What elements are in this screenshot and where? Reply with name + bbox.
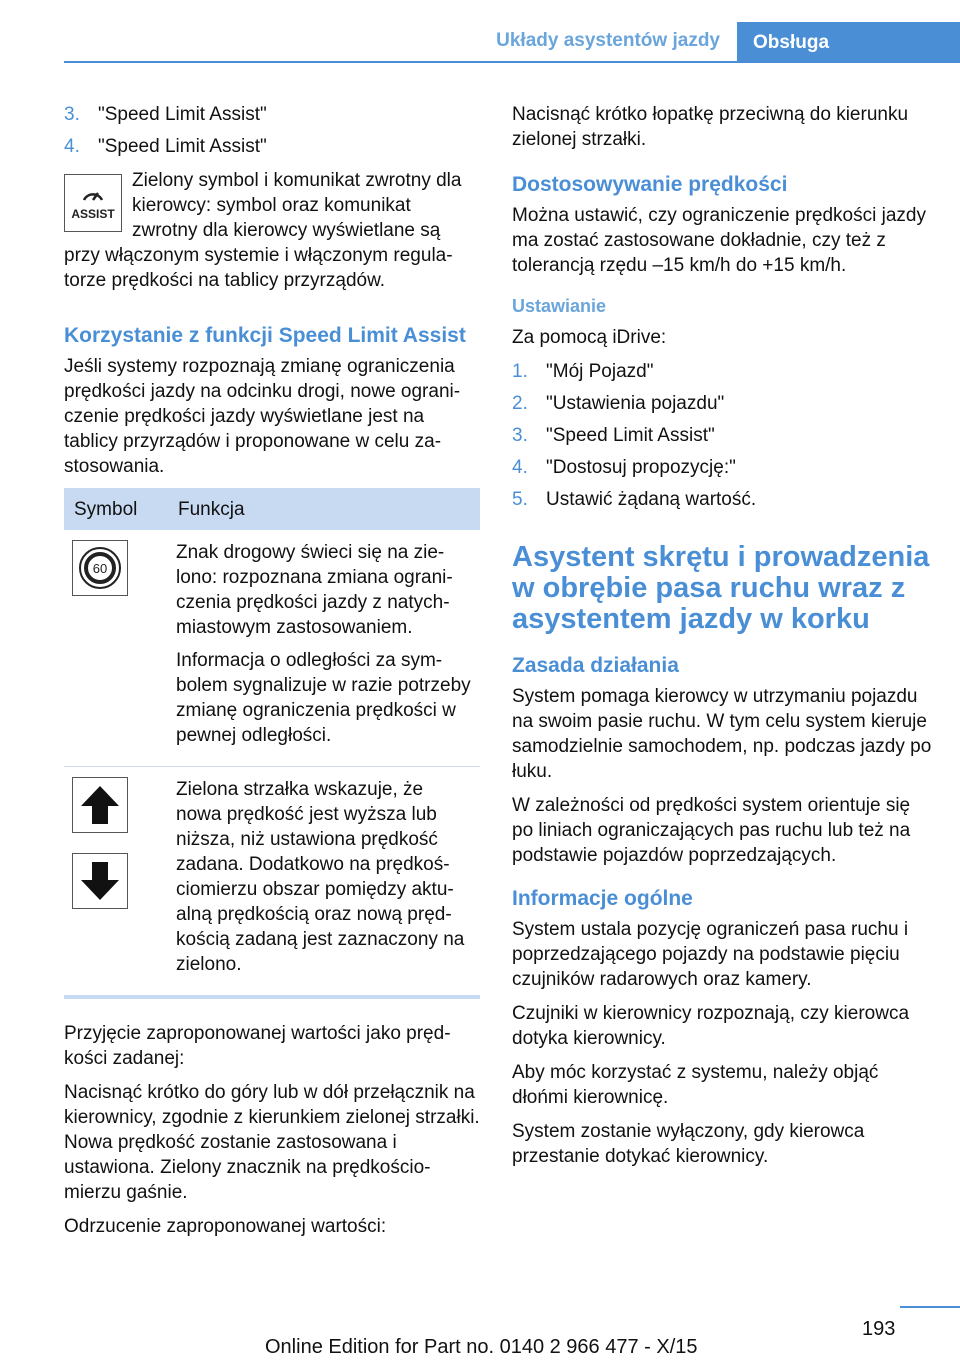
- list-item: [64, 102, 480, 127]
- heading-general-info: Informacje ogólne: [512, 887, 693, 910]
- speed-sign-value: 60: [92, 561, 108, 576]
- step-text: "Speed Limit Assist": [546, 425, 715, 446]
- step-number: 5.: [512, 489, 528, 510]
- accept-heading-text: Przyjęcie zaproponowanej wartości jako prędkości zadanej:: [64, 1023, 451, 1069]
- steps-list-a: [64, 102, 480, 159]
- arrow-up-icon: [72, 777, 128, 833]
- page-number: 193: [862, 1318, 896, 1340]
- step-text: "Speed Limit Assist": [98, 136, 267, 157]
- assist-icon-label: ASSIST: [71, 207, 115, 221]
- general-paragraph-3: Aby móc korzystać z systemu, należy objąć dłońmi kierownicę.: [512, 1062, 879, 1108]
- list-item: [64, 134, 480, 159]
- reject-instruction: Nacisnąć krótko łopatkę przeciwną do kierunku zielonej strzałki.: [512, 104, 909, 150]
- footer-edition: Online Edition for Part no. 0140 2 966 477 - X/15: [265, 1336, 698, 1358]
- principle-paragraph-2: W zależności od prędkości system orientuje się po liniach ograniczających pas ruchu lub też na podstawie pojazdów poprzedzających.: [512, 795, 911, 866]
- step-number: 3.: [64, 104, 80, 125]
- adjust-paragraph: Można ustawić, czy ograniczenie prędkości jazdy ma zostać zastosowane dokładnie, czy też z tolerancją rzędu –15 km/h do +15 km/h.: [512, 205, 926, 276]
- header-chapter-tab: Obsługa: [737, 22, 960, 63]
- use-paragraph: Jeśli systemy rozpoznają zmianę ograniczenia prędkości jazdy na odcinku drogi, nowe ograniczenie prędkości jazdy wyświetlane jest na tablicy przyrządów i proponowane w celu zastosowania.: [64, 356, 461, 477]
- step-text: "Dostosuj propozycję:": [546, 457, 736, 478]
- heading-use: Korzystanie z funkcji Speed Limit Assist: [64, 324, 466, 347]
- accept-instruction: Nacisnąć krótko do góry lub w dół przełącznik na kierownicy, zgodnie z kierunkiem zielonej strzałki. Nowa prędkość zostanie zastosowana i ustawiona. Zielony znacznik na prędkościomierzu gaśnie.: [64, 1082, 480, 1203]
- setting-paragraph: Za pomocą iDrive:: [512, 327, 667, 348]
- list-item: [512, 391, 932, 416]
- step-number: 2.: [512, 393, 528, 414]
- assist-icon: [64, 174, 122, 232]
- step-number: 1.: [512, 361, 528, 382]
- right-column: [512, 102, 932, 1178]
- list-item: [512, 359, 932, 384]
- general-paragraph-1: System ustala pozycję ograniczeń pasa ruchu i poprzedzającego pojazdy na podstawie pięciu czujników radarowych oraz kamery.: [512, 919, 909, 990]
- step-text: Ustawić żądaną wartość.: [546, 489, 757, 510]
- speed-sign-icon: [72, 540, 128, 596]
- footer-rule: [900, 1306, 960, 1308]
- arrow-down-icon: [72, 853, 128, 909]
- row1-text-2: Informacja o odległości za symbolem sygnalizuje w razie potrzeby zmianę ograniczenia prędkości w pewnej odległości.: [176, 650, 471, 746]
- step-number: 4.: [512, 457, 528, 478]
- heading-setting: Ustawianie: [512, 296, 607, 316]
- list-item: [512, 455, 932, 480]
- general-paragraph-4: System zostanie wyłączony, gdy kierowca przestanie dotykać kierownicy.: [512, 1121, 865, 1167]
- heading-adjust-speed: Dostosowywanie prędkości: [512, 173, 788, 196]
- principle-paragraph-1: System pomaga kierowcy w utrzymaniu pojazdu na swoim pasie ruchu. W tym celu system kieruje samodzielnie samochodem, np. podczas jazdy po łuku.: [512, 686, 932, 782]
- row2-text: Zielona strzałka wskazuje, że nowa prędkość jest wyższa lub niższa, niż ustawiona prędkość zadana. Dodatkowo na prędkościomierzu obszar pomiędzy aktualną prędkością oraz nową prędkością zadaną jest zaznaczony na zielono.: [176, 779, 465, 975]
- reject-heading-text: Odrzucenie zaproponowanej wartości:: [64, 1216, 387, 1237]
- table-header-symbol: Symbol: [64, 488, 168, 530]
- row1-text-1: Znak drogowy świeci się na zielono: rozpoznana zmiana ograniczenia prędkości jazdy z natychmiastowym zastosowaniem.: [176, 542, 453, 638]
- steps-list-b: [512, 359, 932, 512]
- step-text: "Speed Limit Assist": [98, 104, 267, 125]
- list-item: [512, 487, 932, 512]
- heading-lane-assistant: Asystent skrętu i prowadzenia w obrębie pasa ruchu wraz z asystentem jazdy w korku: [512, 541, 930, 635]
- step-text: "Mój Pojazd": [546, 361, 654, 382]
- table-header-function: Funkcja: [168, 488, 480, 530]
- step-text: "Ustawienia pojazdu": [546, 393, 725, 414]
- assist-description: Zielony symbol i komunikat zwrotny dla kierowcy: symbol oraz komunikat zwrotny dla kierowcy wyświetlane są przy włączonym systemie i włączonym regulatorze prędkości na tablicy przyrządów.: [64, 170, 462, 291]
- general-paragraph-2: Czujniki w kierownicy rozpoznają, czy kierowca dotyka kierownicy.: [512, 1003, 910, 1049]
- heading-principle: Zasada działania: [512, 654, 679, 677]
- step-number: 4.: [64, 136, 80, 157]
- step-number: 3.: [512, 425, 528, 446]
- table-row: [64, 767, 480, 998]
- header-rule: [64, 61, 960, 63]
- symbol-table: [64, 488, 480, 999]
- table-row: [64, 530, 480, 767]
- assist-block: [64, 168, 480, 293]
- list-item: [512, 423, 932, 448]
- header-section-title: Układy asystentów jazdy: [496, 30, 720, 51]
- left-column: [64, 102, 480, 1248]
